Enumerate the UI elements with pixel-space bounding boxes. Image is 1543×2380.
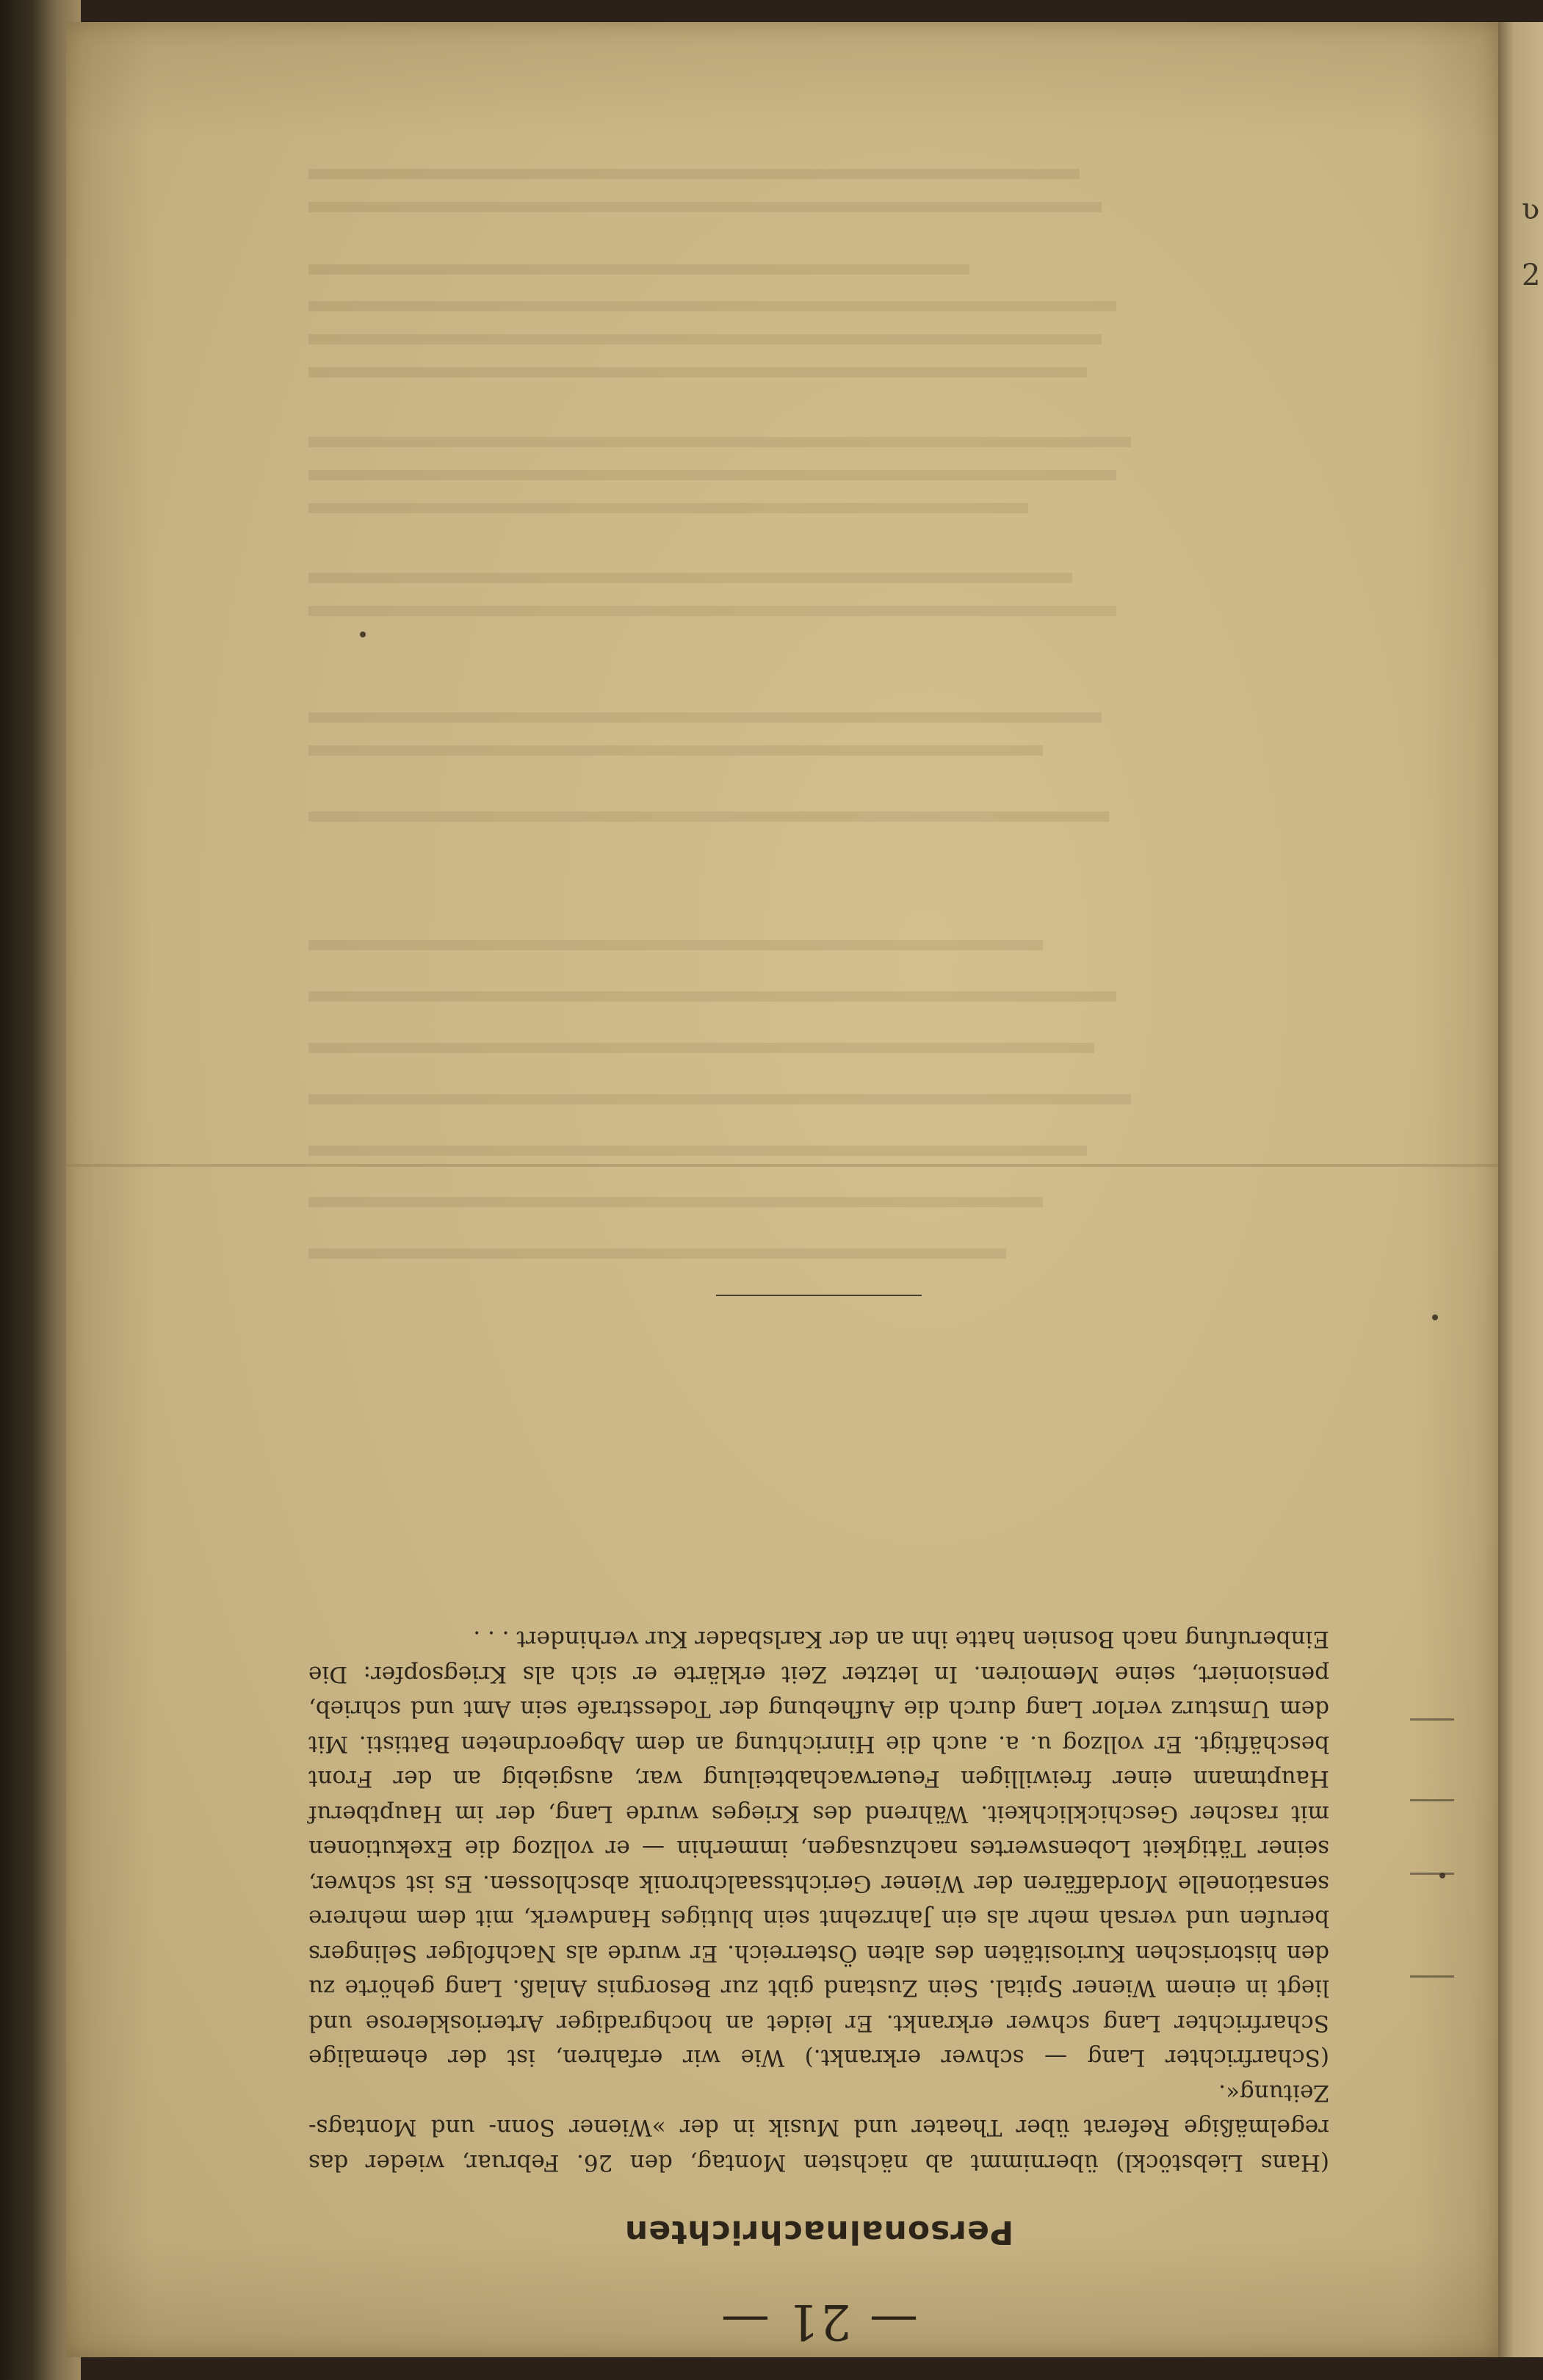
document-page xyxy=(66,22,1498,2357)
speck xyxy=(1432,1314,1438,1320)
show-through xyxy=(308,503,1028,513)
show-through xyxy=(308,202,1102,212)
show-through xyxy=(308,712,1102,723)
show-through xyxy=(308,991,1116,1002)
section-heading: Personalnachrichten xyxy=(624,2213,1014,2251)
margin-mark xyxy=(1410,1718,1454,1721)
show-through xyxy=(308,437,1131,447)
adjacent-page-handwriting: ʋ 2 xyxy=(1522,192,1541,292)
show-through xyxy=(308,1146,1087,1156)
show-through xyxy=(308,1043,1094,1053)
margin-mark xyxy=(1410,1873,1454,1875)
page-number: — 21 — xyxy=(720,2293,918,2350)
show-through xyxy=(308,301,1116,311)
show-through xyxy=(308,334,1102,344)
show-through xyxy=(308,367,1087,377)
show-through xyxy=(308,470,1116,480)
show-through xyxy=(308,1094,1131,1104)
show-through xyxy=(308,940,1043,950)
margin-mark xyxy=(1410,1975,1454,1978)
show-through xyxy=(308,264,969,275)
show-through xyxy=(308,1248,1006,1259)
page-fold xyxy=(66,1164,1498,1167)
show-through xyxy=(308,573,1072,583)
show-through xyxy=(308,1197,1043,1207)
paragraph-scharfrichter-lang: (Scharfrichter Lang — schwer erkrankt.) Wie wir erfahren, ist der ehemalige Scharfrichter Lang schwer erkrankt. Er leidet an hochgradiger Arteriosklerose und liegt in einem Wiener Spital. Sein Zustand gibt zur Besorgnis Anlaß. Lang gehörte zu den historischen Kuriositäten des alten Österreich. Er wurde als Nachfolger Selingers berufen und versah mehr als ein Jahrzehnt sein blutiges Handwerk, mit dem mehrere sensationelle Mordaffären der Wiener Gerichtssaalchronik abschlossen. Es ist schwer, seiner Tätigkeit Lobenswertes nachzusagen, immerhin — er vollzog die Exekutionen mit rascher Geschicklichkeit. Während des Krieges wurde Lang, der im Hauptberuf Hauptmann einer freiwilligen Feuerwachabteilung war, ausgiebig an der Front beschäftigt. Er vollzog u. a. auch die Hinrichtung an dem Abgeordneten Battisti. Mit dem Umsturz verlor Lang durch die Aufhebung der Todesstrafe sein Amt und schrieb, pensioniert, seine Memoiren. In letzter Zeit erklärte er sich als Kriegsopfer: Die Einberufung nach Bosnien hatte ihn an der Karlsbader Kur verhindert . . . xyxy=(308,1626,1329,2072)
article-body xyxy=(308,1621,1329,2180)
upside-down-print xyxy=(308,1278,1329,2350)
show-through xyxy=(308,169,1080,179)
adjacent-page-edge xyxy=(1495,22,1543,2357)
speck xyxy=(360,632,366,637)
paragraph-liebstoeckl: (Hans Liebstöckl) übernimmt ab nächsten Montag, den 26. Februar, wieder das regelmäßige Referat über Theater und Musik in der »Wiener Sonn- und Montags-Zeitung«. xyxy=(308,2080,1329,2176)
show-through xyxy=(308,811,1109,822)
section-rule xyxy=(716,1295,922,1296)
show-through xyxy=(308,606,1116,616)
show-through xyxy=(308,745,1043,756)
margin-mark xyxy=(1410,1799,1454,1801)
